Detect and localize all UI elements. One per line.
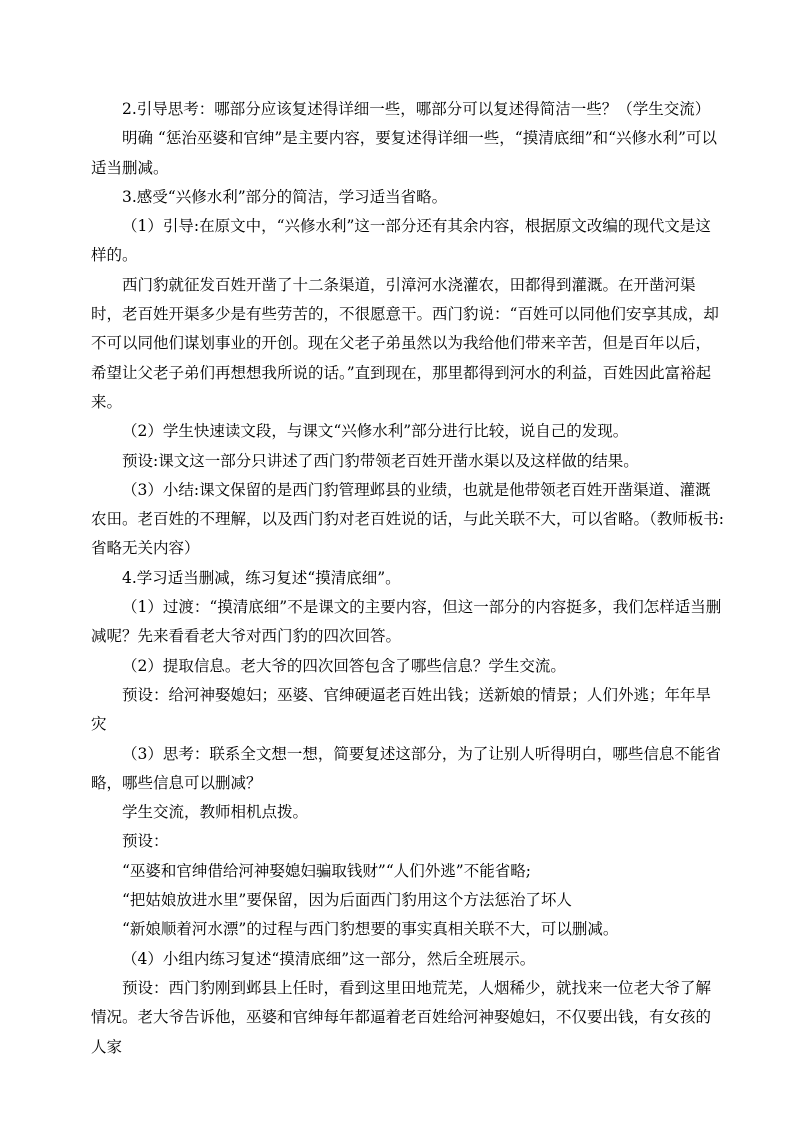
paragraph-clarify: 明确 “惩治巫婆和官绅”是主要内容，要复述得详细一些，“摸清底细”和“兴修水利”可以适当删减。	[91, 129, 717, 177]
paragraph-preset-label: 预设：	[122, 832, 169, 851]
paragraph-preset-item-1: “巫婆和官绅借给河神娶媳妇骗取钱财”“人们外逃”不能省略;	[122, 861, 531, 880]
paragraph-step-4-heading: 4.学习适当删减，练习复述“摸清底细”。	[122, 568, 401, 587]
paragraph-preset-item-2: “把姑娘放进水里”要保留，因为后面西门豹用这个方法惩治了坏人	[122, 891, 572, 910]
paragraph-preset-item-3: “新娘顺着河水漂”的过程与西门豹想要的事实真相关联不大，可以删减。	[122, 920, 619, 939]
paragraph-guide-thinking: 2.引导思考：哪部分应该复述得详细一些，哪部分可以复述得简洁一些？（学生交流）	[122, 100, 711, 118]
paragraph-step-3-2: （2）学生快速读文段，与课文“兴修水利”部分进行比较，说自己的发现。	[122, 422, 629, 441]
paragraph-step-3-3: （3）小结:课文保留的是西门豹管理邺县的业绩，也就是他带领老百姓开凿渠道、灌溉农田。老百姓的不理解，以及西门豹对老百姓说的话，与此关联不大，可以省略。（教师板书:省略无关内容）	[91, 480, 724, 558]
paragraph-student-exchange: 学生交流，教师相机点拨。	[122, 803, 309, 822]
paragraph-step-4-2: （2）提取信息。老大爷的四次回答包含了哪些信息？学生交流。	[122, 656, 566, 675]
document-body	[91, 95, 725, 1062]
paragraph-preset-retell: 预设：西门豹刚到邺县上任时，看到这里田地荒芜，人烟稀少，就找来一位老大爷了解情况。老大爷告诉他，巫婆和官绅每年都逼着老百姓给河神娶媳妇，不仅要出钱，有女孩的人家	[91, 978, 712, 1056]
paragraph-step-4-3: （3）思考：联系全文想一想，简要复述这部分，为了让别人听得明白，哪些信息不能省略，哪些信息可以删减？	[91, 744, 721, 792]
paragraph-step-3-heading: 3.感受“兴修水利”部分的简洁，学习适当省略。	[122, 187, 448, 206]
paragraph-step-4-1: （1）过渡：“摸清底细”不是课文的主要内容，但这一部分的内容挺多，我们怎样适当删减呢？先来看看老大爷对西门豹的四次回答。	[91, 598, 722, 646]
paragraph-step-3-1: （1）引导:在原文中，“兴修水利”这一部分还有其余内容，根据原文改编的现代文是这样的。	[91, 217, 711, 265]
paragraph-original-text: 西门豹就征发百姓开凿了十二条渠道，引漳河水浇灌农，田都得到灌溉。在开凿河渠时，老百姓开渠多少是有些劳苦的，不很愿意干。西门豹说：“百姓可以同他们安享其成，却不可以同他们谋划事业的开创。现在父老子弟虽然以为我给他们带来辛苦，但是百年以后，希望让父老子弟们再想想我所说的话。”直到现在，那里都得到河水的利益，百姓因此富裕起来。	[91, 275, 719, 411]
paragraph-preset-1: 预设:课文这一部分只讲述了西门豹带领老百姓开凿水渠以及这样做的结果。	[122, 451, 639, 470]
paragraph-preset-2: 预设：给河神娶媳妇；巫婆、官绅硬逼老百姓出钱；送新娘的情景；人们外逃；年年旱灾	[91, 685, 712, 734]
paragraph-step-4-4: （4）小组内练习复述“摸清底细”这一部分，然后全班展示。	[122, 949, 536, 968]
